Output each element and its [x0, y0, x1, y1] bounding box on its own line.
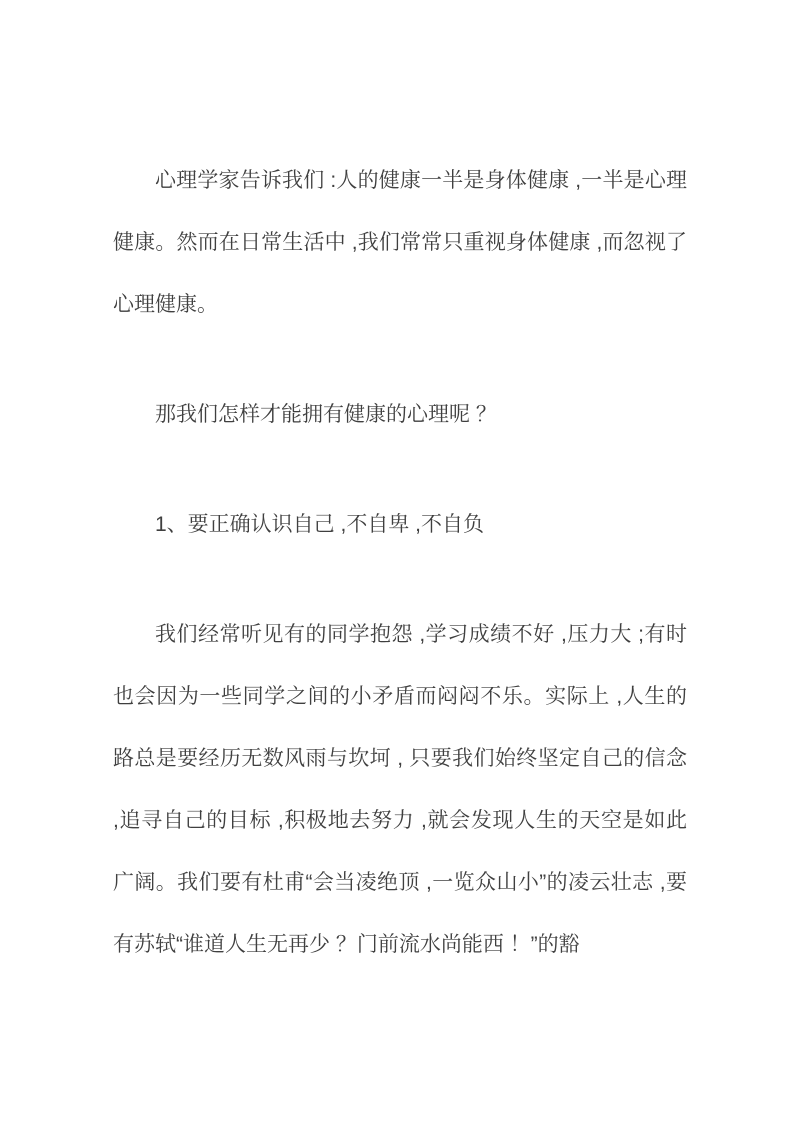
paragraph-body-advice: 我们经常听见有的同学抱怨 ,学习成绩不好 ,压力大 ;有时也会因为一些同学之间的小矛盾而闷闷不乐。实际上 ,人生的路总是要经历无数风雨与坎坷 , 只要我们始终坚定自己的信念 ,追寻自己的目标 ,积极地去努力 ,就会发现人生的天空是如此广阔。我们要有杜甫“会当凌绝顶 ,一览众山小”的凌云壮志 ,要有苏轼“谁道人生无再少 ？门前流水尚能西 ！”的豁: [113, 623, 687, 956]
paragraph-question: 那我们怎样才能拥有健康的心理呢 ？: [155, 403, 497, 426]
paragraph-psych-intro: 心理学家告诉我们 :人的健康一半是身体健康 ,一半是心理健康。然而在日常生活中 ,我们常常只重视身体健康 ,而忽视了心理健康。: [113, 169, 687, 316]
heading-point-1: 1、要正确认识自己 ,不自卑 ,不自负: [155, 513, 485, 536]
